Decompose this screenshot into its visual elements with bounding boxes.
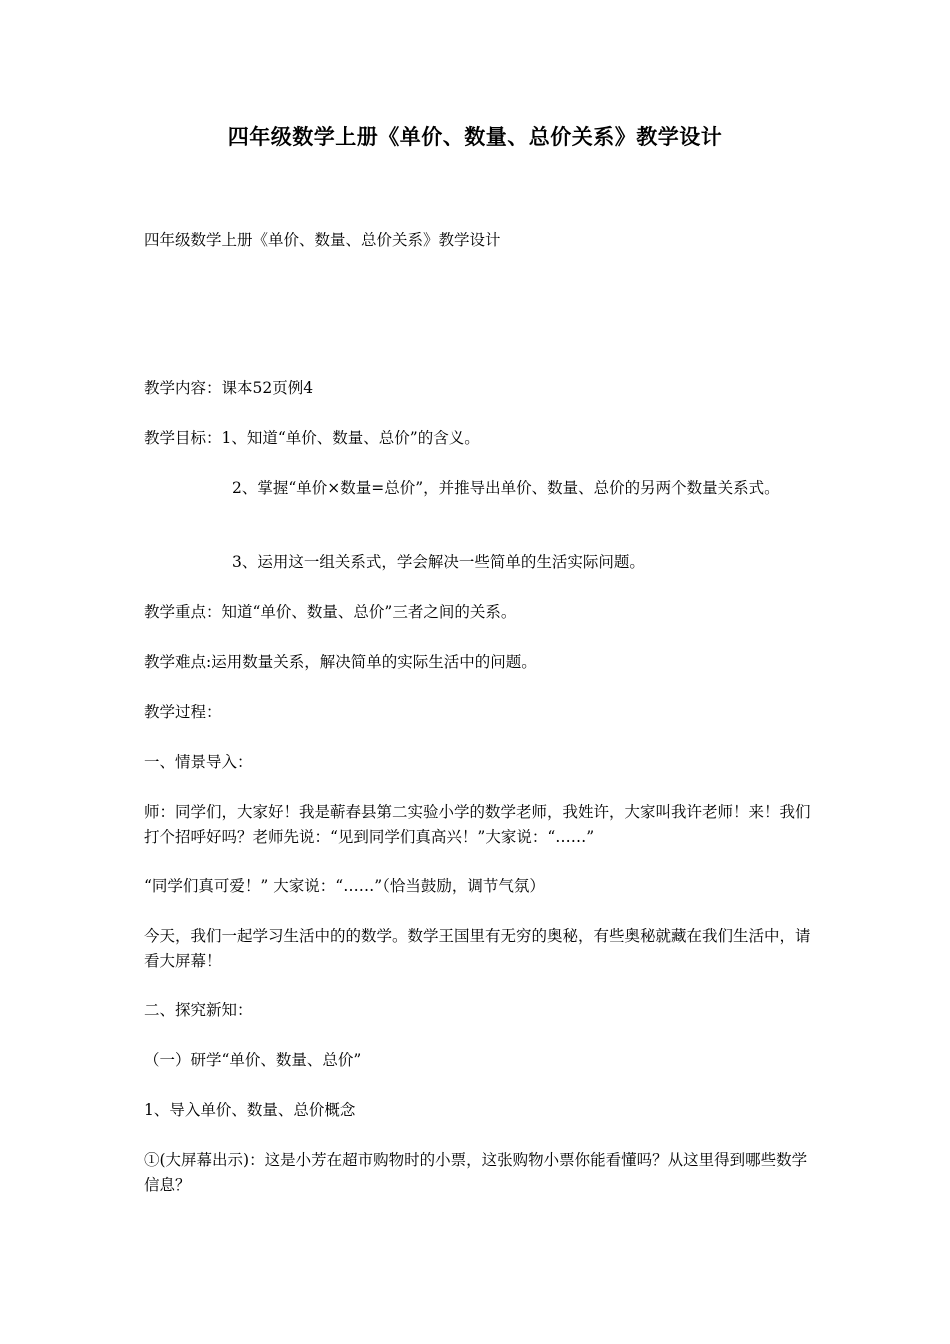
section-2-heading: 二、探究新知： [144, 1001, 253, 1019]
key-point-paragraph: 教学重点：知道“单价、数量、总价”三者之间的关系。 [144, 603, 517, 621]
section-1-heading: 一、情景导入： [144, 753, 253, 771]
teaching-goal-1-paragraph: 教学目标：1、知道“单价、数量、总价”的含义。 [144, 429, 480, 447]
document-title: 四年级数学上册《单价、数量、总价关系》教学设计 [227, 124, 723, 149]
concept-intro-heading: 1、导入单价、数量、总价概念 [144, 1101, 356, 1119]
receipt-question-paragraph: ①(大屏幕出示)：这是小芳在超市购物时的小票，这张购物小票你能看懂吗？从这里得到哪些数学信息？ [144, 1151, 808, 1194]
subsection-1-heading: （一）研学“单价、数量、总价” [144, 1051, 362, 1069]
teaching-goal-3-paragraph: 3、运用这一组关系式，学会解决一些简单的生活实际问题。 [232, 553, 645, 571]
subtitle-paragraph: 四年级数学上册《单价、数量、总价关系》教学设计 [144, 231, 501, 249]
difficulty-paragraph: 教学难点:运用数量关系，解决简单的实际生活中的问题。 [144, 653, 537, 671]
process-heading: 教学过程： [144, 703, 222, 721]
teaching-content-paragraph: 教学内容：课本52页例4 [144, 379, 314, 397]
teaching-goal-2-paragraph [144, 476, 812, 501]
lesson-intro-paragraph: 今天，我们一起学习生活中的的数学。数学王国里有无穷的奥秘，有些奥秘就藏在我们生活中，请看大屏幕！ [144, 927, 811, 970]
teaching-goal-2-text: 2、掌握“单价×数量=总价”，并推导出单价、数量、总价的另两个数量关系式。 [232, 479, 780, 497]
greeting-paragraph: “同学们真可爱！” 大家说：“……”（恰当鼓励，调节气氛） [144, 877, 545, 895]
teacher-intro-paragraph: 师：同学们，大家好！我是蕲春县第二实验小学的数学老师，我姓许，大家叫我许老师！来！我们打个招呼好吗？老师先说：“见到同学们真高兴！”大家说：“……” [144, 803, 811, 846]
